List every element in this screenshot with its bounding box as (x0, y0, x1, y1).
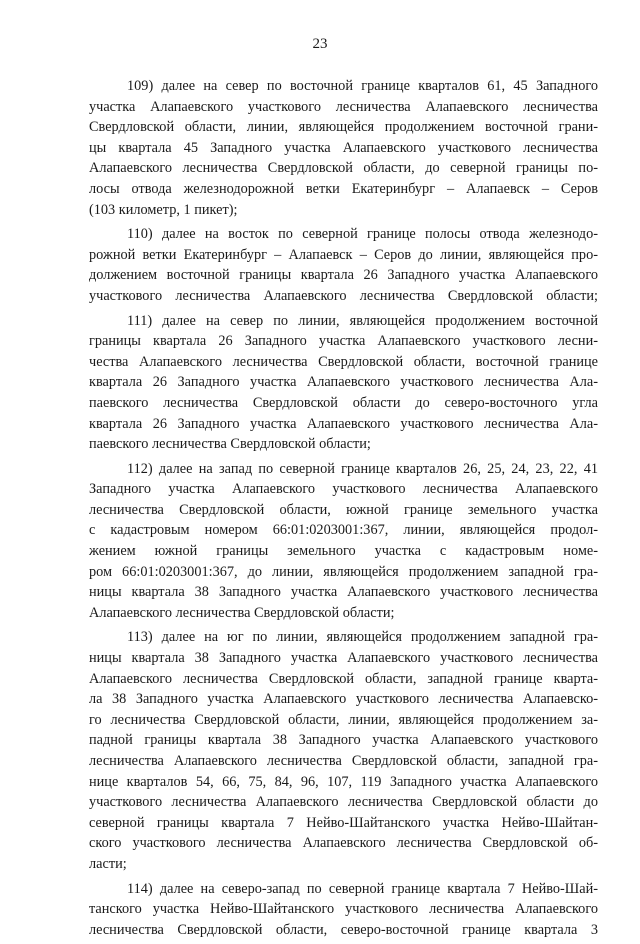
text-line: квартала 26 Западного участка Алапаевского участкового лесничества Ала- (89, 374, 598, 391)
text-line: ницы квартала 38 Западного участка Алапаевского участкового лесничества (89, 584, 598, 601)
text-line: лесничества Свердловской области, северо-восточной границе квартала 3 (89, 921, 598, 938)
text-line: падной границы квартала 38 Западного участка Алапаевского участкового (89, 732, 598, 749)
text-line: с кадастровым номером 66:01:0203001:367, линии, являющейся продол- (89, 522, 598, 539)
text-line: танского участка Нейво-Шайтанского участкового лесничества Алапаевского (89, 901, 598, 918)
page-number: 23 (312, 36, 328, 52)
text-line: лесничества Свердловской области, южной границе земельного участка (89, 501, 598, 518)
text-line: нице кварталов 54, 66, 75, 84, 96, 107, 119 Западного участка Алапаевского (89, 773, 598, 790)
text-line: участкового лесничества Алапаевского лесничества Свердловской области; (89, 287, 598, 304)
text-line: паевского лесничества Свердловской области до северо-восточного угла (89, 394, 598, 411)
text-line: го лесничества Свердловской области, линии, являющейся продолжением за- (89, 711, 598, 728)
text-line: 113) далее на юг по линии, являющейся продолжением западной гра- (127, 629, 598, 646)
text-line: рожной ветки Екатеринбург – Алапаевск – Серов до линии, являющейся про- (89, 246, 598, 263)
text-line: ского участкового лесничества Алапаевского лесничества Свердловской об- (89, 835, 598, 852)
text-line: Западного участка Алапаевского участкового лесничества Алапаевского (89, 481, 598, 498)
text-line: ла 38 Западного участка Алапаевского участкового лесничества Алапаевско- (89, 691, 598, 708)
paragraph-114 (89, 879, 598, 941)
text-line: Алапаевского лесничества Свердловской области, до северной границы по- (89, 160, 598, 177)
text-line: 110) далее на восток по северной границе полосы отвода железнодо- (127, 226, 598, 243)
paragraph-111 (89, 311, 598, 455)
text-line: лосы отвода железнодорожной ветки Екатеринбург – Алапаевск – Серов (89, 180, 598, 197)
text-line: северной границы квартала 7 Нейво-Шайтанского участка Нейво-Шайтан- (89, 814, 598, 831)
text-line: паевского лесничества Свердловской области; (89, 436, 371, 453)
text-line: чества Алапаевского лесничества Свердловской области, восточной границе (89, 353, 598, 370)
text-line: должением восточной границы квартала 26 Западного участка Алапаевского (89, 267, 598, 284)
text-line: 109) далее на север по восточной границе кварталов 61, 45 Западного (127, 78, 598, 94)
text-line: ром 66:01:0203001:367, до линии, являющейся продолжением западной гра- (89, 563, 598, 580)
paragraph-113 (89, 627, 598, 874)
paragraph-109 (89, 76, 598, 220)
text-line: жением южной границы земельного участка с кадастровым номе- (89, 543, 598, 560)
text-line: 111) далее на север по линии, являющейся продолжением восточной (127, 312, 598, 329)
text-line: цы квартала 45 Западного участка Алапаевского участкового лесничества (89, 139, 598, 156)
document-body (89, 76, 598, 944)
text-line: лесничества Алапаевского лесничества Свердловской области, западной гра- (89, 753, 598, 769)
text-line: Свердловской области, линии, являющейся продолжением восточной грани- (89, 119, 598, 136)
text-line: границы квартала 26 Западного участка Алапаевского участкового лесни- (89, 333, 598, 350)
text-line: ницы квартала 38 Западного участка Алапаевского участкового лесничества (89, 650, 598, 667)
text-line: участкового лесничества Алапаевского лесничества Свердловской области до (89, 794, 598, 811)
text-line: (103 километр, 1 пикет); (89, 201, 238, 218)
paragraph-110 (89, 224, 598, 306)
text-line: Алапаевского лесничества Свердловской области, западной границе кварта- (89, 670, 598, 687)
text-line: Алапаевского лесничества Свердловской области; (89, 604, 395, 621)
text-line: 114) далее на северо-запад по северной границе квартала 7 Нейво-Шай- (127, 880, 598, 897)
text-line: ласти; (89, 855, 127, 872)
paragraph-112 (89, 459, 598, 624)
text-line: квартала 26 Западного участка Алапаевского участкового лесничества Ала- (89, 415, 598, 432)
text-line: участка Алапаевского участкового лесничества Алапаевского лесничества (89, 98, 598, 115)
text-line: 112) далее на запад по северной границе кварталов 26, 25, 24, 23, 22, 41 (127, 460, 598, 477)
